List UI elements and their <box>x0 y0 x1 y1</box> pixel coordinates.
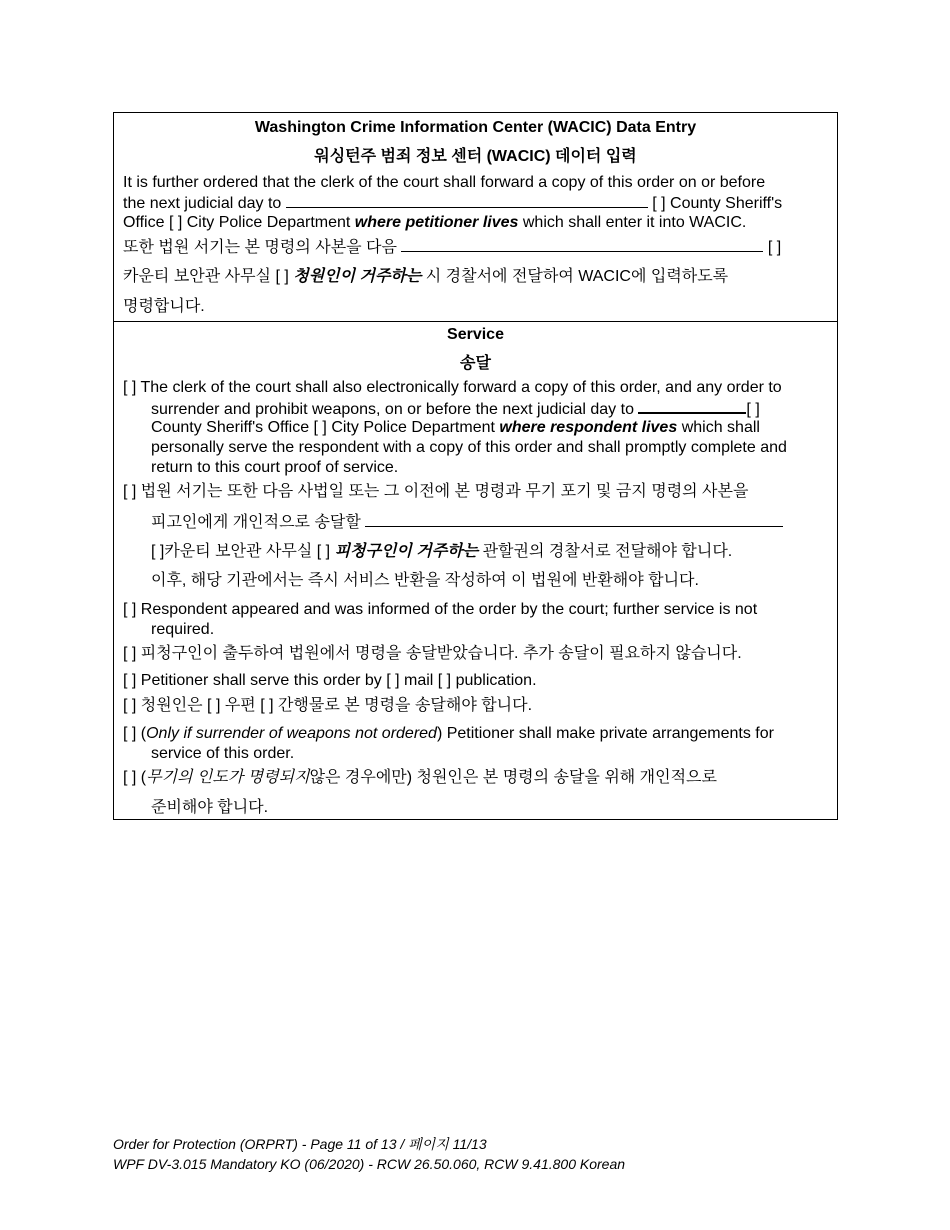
county-blank-ko[interactable] <box>401 237 763 252</box>
service-text: ) Petitioner shall make private arrangements for <box>436 725 774 742</box>
service-text-line <box>151 398 760 420</box>
service-ko-line: [ ] 피청구인이 출두하여 법원에서 명령을 송달받았습니다. 추가 송달이 필요하지 않습니다. <box>123 645 742 662</box>
service-title-en: Service <box>447 326 504 343</box>
wacic-section <box>114 113 837 322</box>
service-ko-text: 않은 경우에만) 청원인은 본 명령의 송달을 위해 개인적으로 <box>309 769 717 786</box>
service-ko-line: [ ] 법원 서기는 또한 다음 사법일 또는 그 이전에 본 명령과 무기 포기 및 금지 명령의 사본을 <box>123 483 749 500</box>
service-text: [ ] ( <box>123 725 147 742</box>
wacic-text: which shall enter it into WACIC. <box>522 214 747 231</box>
service-ko-italic: 무기의 인도가 명령되지 <box>146 769 310 786</box>
service-ko-text: 피고인에게 개인적으로 송달할 <box>151 514 361 531</box>
service-title-ko: 송달 <box>460 355 491 372</box>
footer-line-1: Order for Protection (ORPRT) - Page 11 of 13 / 페이지 11/13 <box>113 1136 487 1152</box>
service-text-line: personally serve the respondent with a copy of this order and shall promptly complete and <box>151 439 787 456</box>
service-text: surrender and prohibit weapons, on or before the next judicial day to <box>151 401 634 418</box>
wacic-text-line <box>123 213 746 233</box>
service-text-line <box>123 724 774 744</box>
wacic-text: [ ] County Sheriff's <box>652 195 783 212</box>
service-text-line: [ ] Respondent appeared and was informed of the order by the court; further service is not <box>123 601 758 618</box>
wacic-text-line: It is further ordered that the clerk of the court shall forward a copy of this order on or before <box>123 174 766 191</box>
service-text: which shall <box>681 419 760 436</box>
service-text: [ ] <box>746 401 760 418</box>
wacic-ko-text: 또한 법원 서기는 본 명령의 사본을 다음 <box>123 239 397 256</box>
service-ko-emphasis: 피청구인이 거주하는 <box>334 543 479 560</box>
service-ko-text: [ ]카운티 보안관 사무실 [ ] <box>151 543 331 560</box>
service-text-line <box>151 418 760 438</box>
service-text-line: required. <box>151 621 215 638</box>
service-italic: Only if surrender of weapons not ordered <box>146 725 437 742</box>
service-text-line: service of this order. <box>151 745 295 762</box>
service-county-blank[interactable] <box>638 398 746 414</box>
wacic-ko-line: 명령합니다. <box>123 298 205 315</box>
footer-line-2: WPF DV-3.015 Mandatory KO (06/2020) - RCW 26.50.060, RCW 9.41.800 Korean <box>113 1156 626 1172</box>
county-blank[interactable] <box>286 193 648 208</box>
wacic-ko-text: 시 경찰서에 전달하여 WACIC에 입력하도록 <box>425 268 729 285</box>
wacic-title-en: Washington Crime Information Center (WACIC) Data Entry <box>254 119 697 136</box>
wacic-ko-text: 카운티 보안관 사무실 [ ] <box>123 268 289 285</box>
service-ko-text: 관할권의 경찰서로 전달해야 합니다. <box>482 543 733 560</box>
wacic-ko-text: [ ] <box>767 239 782 256</box>
service-text-line: [ ] The clerk of the court shall also electronically forward a copy of this order, and any order to <box>123 379 782 396</box>
service-ko-line: 준비해야 합니다. <box>151 799 269 816</box>
wacic-text: the next judicial day to <box>123 195 282 212</box>
wacic-title-ko: 워싱턴주 범죄 정보 센터 (WACIC) 데이터 입력 <box>314 148 637 165</box>
service-text-line: return to this court proof of service. <box>151 459 399 476</box>
form-frame <box>113 112 838 820</box>
wacic-ko-line <box>123 267 728 287</box>
service-text-line: [ ] Petitioner shall serve this order by [ ] mail [ ] publication. <box>123 672 537 689</box>
service-county-blank-ko[interactable] <box>365 512 783 527</box>
service-text: County Sheriff's Office [ ] City Police Department <box>151 419 495 436</box>
service-ko-line <box>151 512 783 533</box>
wacic-text: Office [ ] City Police Department <box>123 214 351 231</box>
service-ko-line: [ ] 청원인은 [ ] 우편 [ ] 간행물로 본 명령을 송달해야 합니다. <box>123 697 533 714</box>
service-emphasis: where respondent lives <box>499 419 678 436</box>
service-ko-line <box>123 768 717 788</box>
wacic-ko-emphasis: 청원인이 거주하는 <box>293 268 422 285</box>
service-ko-line: 이후, 해당 기관에서는 즉시 서비스 반환을 작성하여 이 법원에 반환해야 합니다. <box>151 572 699 589</box>
service-ko-text: [ ] ( <box>123 769 147 786</box>
service-ko-line <box>151 542 732 562</box>
wacic-ko-line <box>123 237 781 258</box>
wacic-emphasis: where petitioner lives <box>354 214 519 231</box>
wacic-text-line <box>123 193 782 214</box>
